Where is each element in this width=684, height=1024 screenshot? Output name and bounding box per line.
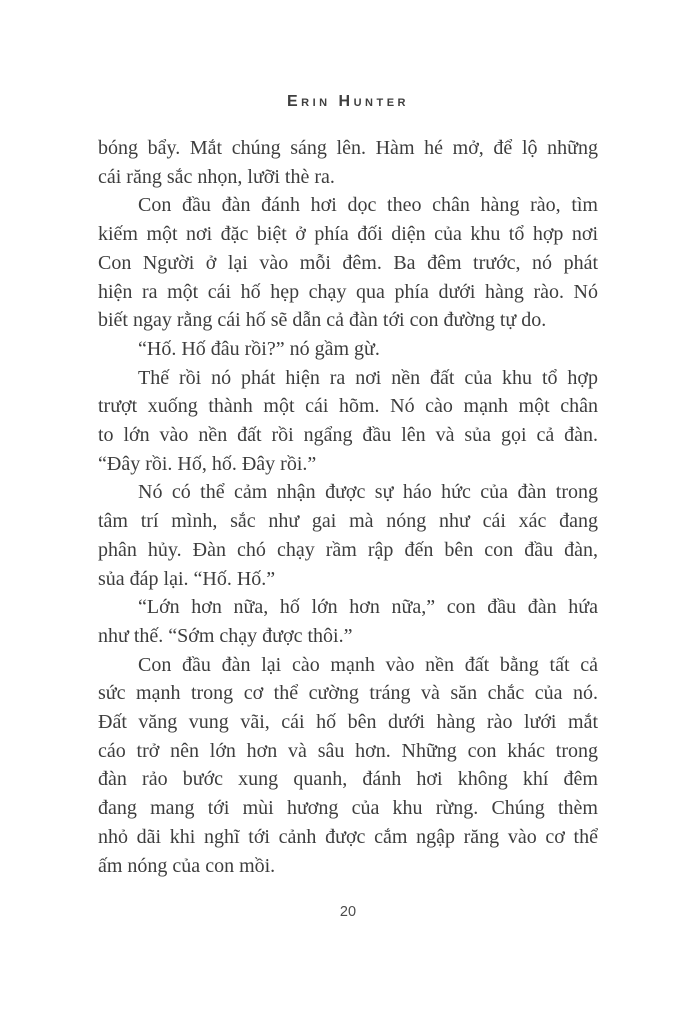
page-number: 20	[339, 904, 357, 920]
text-line: như thế. “Sớm chạy được thôi.”	[98, 624, 353, 647]
text-line: phân hủy. Đàn chó chạy rầm rập đến bên con đầu đàn,	[98, 538, 598, 561]
text-line: “Lớn hơn nữa, hố lớn hơn nữa,” con đầu đàn hứa	[138, 596, 598, 619]
text-line: “Hố. Hố đâu rồi?” nó gầm gừ.	[138, 337, 380, 360]
text-line: biết ngay rằng cái hố sẽ dẫn cả đàn tới con đường tự do.	[98, 309, 547, 332]
text-line: tâm trí mình, sắc như gai mà nóng như cái xác đang	[98, 510, 598, 533]
text-line: Thế rồi nó phát hiện ra nơi nền đất của khu tổ hợp	[138, 366, 598, 389]
running-header: Erin Hunter	[286, 93, 409, 110]
text-line: cáo trở nên lớn hơn và sâu hơn. Những con khác trong	[98, 739, 598, 762]
text-line: đàn rảo bước xung quanh, đánh hơi không khí đêm	[98, 768, 598, 791]
text-line: Con đầu đàn lại cào mạnh vào nền đất bằng tất cả	[138, 653, 598, 676]
text-line: ấm nóng của con mồi.	[98, 854, 276, 877]
text-line: Đất văng vung vãi, cái hố bên dưới hàng rào lưới mắt	[98, 711, 598, 734]
text-line: trượt xuống thành một cái hõm. Nó cào mạnh một chân	[98, 395, 598, 418]
body-text	[98, 134, 598, 880]
text-line: Nó có thể cảm nhận được sự háo hức của đàn trong	[138, 481, 598, 504]
text-line: kiếm một nơi đặc biệt ở phía đối diện của khu tổ hợp nơi	[98, 223, 598, 246]
paragraph	[98, 134, 598, 191]
text-line: Con đầu đàn đánh hơi dọc theo chân hàng rào, tìm	[138, 194, 598, 217]
text-line: Con Người ở lại vào mỗi đêm. Ba đêm trước, nó phát	[98, 251, 598, 274]
text-line: cái răng sắc nhọn, lưỡi thè ra.	[98, 165, 335, 188]
paragraph	[98, 593, 598, 650]
text-line: sức mạnh trong cơ thể cường tráng và săn chắc của nó.	[98, 682, 598, 705]
text-line: to lớn vào nền đất rồi ngẩng đầu lên và sủa gọi cả đàn.	[98, 424, 598, 447]
text-line: bóng bẩy. Mắt chúng sáng lên. Hàm hé mở, để lộ những	[98, 137, 598, 159]
text-line: sủa đáp lại. “Hố. Hố.”	[98, 567, 276, 590]
text-line: nhỏ dãi khi nghĩ tới cảnh được cắm ngập răng vào cơ thể	[98, 825, 598, 848]
text-line: đang mang tới mùi hương của khu rừng. Chúng thèm	[98, 797, 598, 820]
text-line: hiện ra một cái hố hẹp chạy qua phía dưới hàng rào. Nó	[98, 280, 598, 303]
paragraph	[98, 335, 598, 364]
paragraph	[98, 364, 598, 479]
paragraph	[98, 478, 598, 593]
text-line: “Đây rồi. Hố, hố. Đây rồi.”	[98, 452, 317, 475]
paragraph	[98, 651, 598, 881]
paragraph	[98, 191, 598, 335]
